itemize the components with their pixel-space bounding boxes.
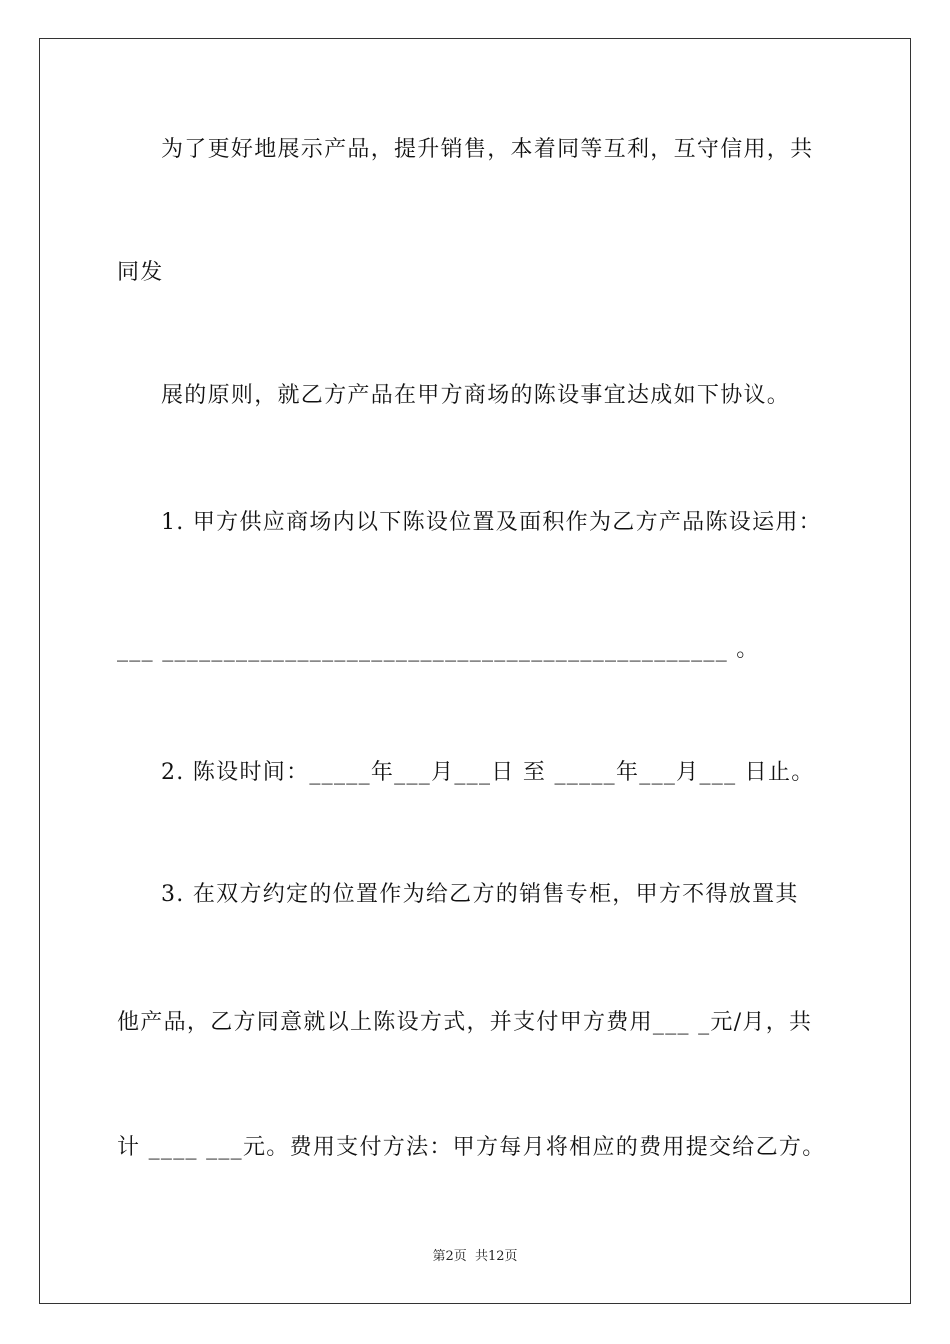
clause-2-line: 2. 陈设时间：_____年___月___日 至 _____年___月___ 日止。: [161, 760, 815, 785]
page-number: 第2页 共12页: [432, 1249, 518, 1264]
clause-3-line: 3. 在双方约定的位置作为给乙方的销售专柜，甲方不得放置其: [161, 882, 799, 907]
paragraph-line: 展的原则，就乙方产品在甲方商场的陈设事宜达成如下协议。: [161, 383, 791, 408]
clause-1-line: 1. 甲方供应商场内以下陈设位置及面积作为乙方产品陈设运用：: [161, 510, 822, 535]
clause-3-line: 他产品，乙方同意就以上陈设方式，并支付甲方费用___ _元/月，共: [117, 1010, 813, 1035]
paragraph-line: 为了更好地展示产品，提升销售，本着同等互利，互守信用，共: [161, 137, 814, 162]
clause-3-line: 计 ____ ___元。费用支付方法：甲方每月将相应的费用提交给乙方。: [117, 1135, 826, 1160]
paragraph-line: 同发: [117, 260, 164, 285]
page-frame: [39, 38, 911, 1304]
blank-fill-line: ___ ______________________________________________ 。: [117, 637, 760, 662]
